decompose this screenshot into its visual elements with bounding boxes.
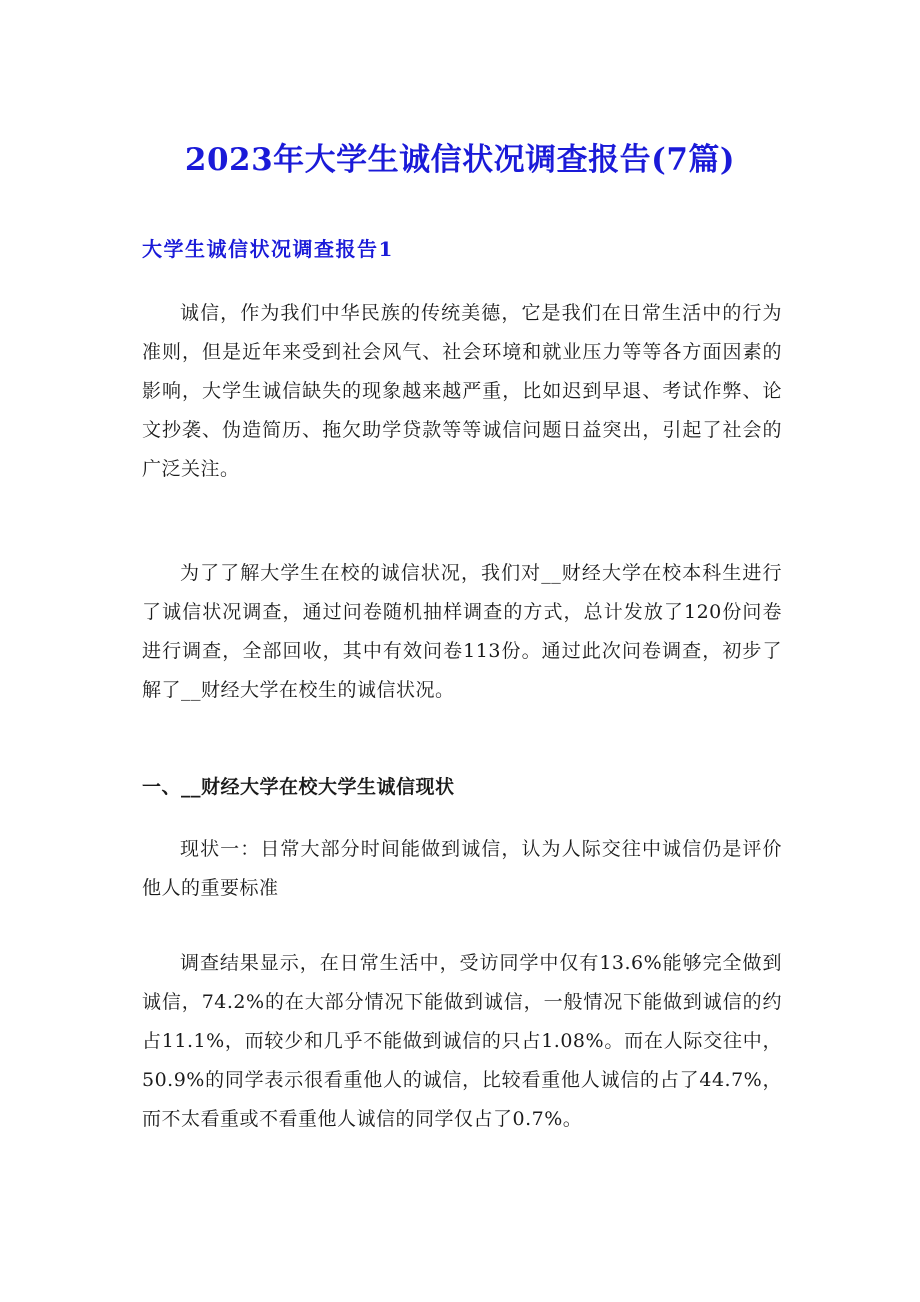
paragraph-survey-results: 调查结果显示，在日常生活中，受访同学中仅有13.6%能够完全做到诚信，74.2%的在大部分情况下能做到诚信，一般情况下能做到诚信的约占11.1%，而较少和几乎不能做到诚信的只占1.08%。而在人际交往中，50.9%的同学表示很看重他人的诚信，比较看重他人诚信的占了44.7%，而不太看重或不看重他人诚信的同学仅占了0.7%。 [142,952,782,1130]
section-heading: 大学生诚信状况调查报告1 [142,237,394,261]
subheading-current-status: 一、__财经大学在校大学生诚信现状 [142,776,455,798]
paragraph-intro: 诚信，作为我们中华民族的传统美德，它是我们在日常生活中的行为准则，但是近年来受到社会风气、社会环境和就业压力等等各方面因素的影响，大学生诚信缺失的现象越来越严重，比如迟到早退、考试作弊、论文抄袭、伪造简历、拖欠助学贷款等等诚信问题日益突出，引起了社会的广泛关注。 [142,302,782,480]
document-title: 2023年大学生诚信状况调查报告(7篇) [184,142,736,178]
paragraph-status-one: 现状一：日常大部分时间能做到诚信，认为人际交往中诚信仍是评价他人的重要标准 [142,838,782,899]
paragraph-survey-method: 为了了解大学生在校的诚信状况，我们对__财经大学在校本科生进行了诚信状况调查，通过问卷随机抽样调查的方式，总计发放了120份问卷进行调查，全部回收，其中有效问卷113份。通过此次问卷调查，初步了解了__财经大学在校生的诚信状况。 [142,562,782,701]
